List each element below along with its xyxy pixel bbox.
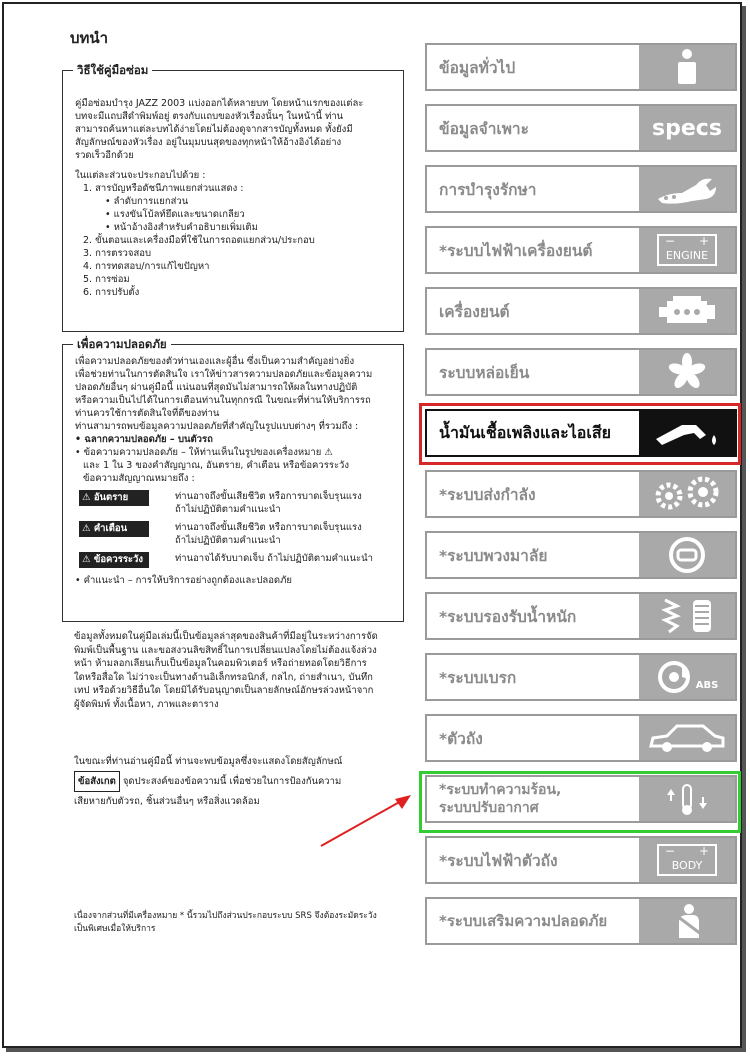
list-item: • ลำดับการแยกส่วน [105, 196, 189, 207]
list-item: • หน้าอ้างอิงสำหรับคำอธิบายเพิ่มเติม [105, 222, 258, 233]
red-arrow-icon [315, 790, 415, 852]
text-line: ถ้าไม่ปฏิบัติตามคำแนะนำ [175, 504, 281, 515]
how-to-use-heading: วิธีใช้คู่มือซ่อม [73, 62, 152, 78]
tab-cooling[interactable] [425, 348, 737, 396]
list-item: 6. การปรับตั้ง [83, 287, 140, 298]
disclaimer [74, 630, 414, 711]
warning-row-warning [79, 521, 395, 547]
list-item: • แรงขันโบ้ลท์ยึดและขนาดเกลียว [105, 209, 245, 220]
tab-label: *ตัวถัง [439, 729, 483, 748]
list-item: • ฉลากความปลอดภัย – บนตัวรถ [75, 434, 213, 445]
tab-body-electrical[interactable] [425, 836, 737, 884]
tab-engine[interactable] [425, 287, 737, 335]
text-line: และ 1 ใน 3 ของคำสัญญาณ, อันตราย, คำเตือน หรือข้อควรระวัง [83, 460, 350, 471]
note-intro: ในขณะที่ท่านอ่านคู่มือนี้ ท่านจะพบข้อมูลซึ่งจะแสดงโดยสัญลักษณ์ [74, 756, 343, 767]
warning-row-caution [79, 552, 395, 568]
text-line: พิมพ์เป็นพื้นฐาน และขอสงวนลิขสิทธิ์ในการเปลี่ยนแปลงโดยไม่ต้องแจ้งล่วง [74, 644, 377, 656]
tab-label: *ระบบไฟฟ้าเครื่องยนต์ [439, 241, 593, 260]
text-line: ท่านอาจถึงขั้นเสียชีวิต หรือการบาดเจ็บรุนแรง [175, 491, 362, 502]
text-line: หน้า ห้ามลอกเลียนเก็บเป็นข้อมูลในคอมพิวเตอร์ หรือถ่ายทอดโดยวิธีการ [74, 658, 367, 669]
tab-suspension[interactable] [425, 592, 737, 640]
engine-icon [639, 289, 735, 333]
text-line: ท่านควรใช้การตัดสินใจที่ดีของท่าน [75, 408, 220, 419]
text-line: รวดเร็วอีกด้วย [75, 150, 134, 161]
text-line: บทจะมีแถบสีดำพิมพ์อยู่ ตรงกับแถบของหัวเรื่องนั้นๆ ในหน้านี้ ท่าน [75, 111, 344, 122]
fan-icon [639, 350, 735, 394]
tab-specs[interactable] [425, 104, 737, 152]
tab-engine-electrical[interactable] [425, 226, 737, 274]
tab-maintenance[interactable] [425, 165, 737, 213]
text-line: ในแต่ละส่วนจะประกอบไปด้วย : [75, 170, 206, 181]
tab-transmission[interactable] [425, 470, 737, 518]
text-line: เป็นพิเศษเมื่อให้บริการ [74, 924, 156, 934]
text-line: หรือความเป็นไปได้ในการเตือนท่านในทุกกรณี ในขณะที่ท่านให้บริการรถ [75, 395, 371, 406]
car-body-icon [639, 716, 735, 760]
tab-label: *ระบบเสริมความปลอดภัย [439, 912, 608, 930]
suspension-icon [639, 594, 735, 638]
warning-label: ⚠ คำเตือน [79, 521, 149, 537]
wrench-icon [639, 167, 735, 211]
text-line: ถ้าไม่ปฏิบัติตามคำแนะนำ [175, 535, 281, 546]
footnote [74, 910, 414, 936]
tab-general-info[interactable] [425, 43, 737, 91]
tab-label: *ระบบส่งกำลัง [439, 485, 536, 504]
text-line: ท่านอาจได้รับบาดเจ็บ ถ้าไม่ปฏิบัติตามคำแนะนำ [175, 553, 373, 564]
tab-label-line: *ระบบทำความร้อน, [439, 782, 562, 798]
text-line: เนื่องจากส่วนที่มีเครื่องหมาย * นี้รวมไปถึงส่วนประกอบระบบ SRS จึงต้องระมัดระวัง [74, 911, 377, 921]
text-line: ข้อมูลทั้งหมดในคู่มือเล่มนี้เป็นข้อมูลล่าสุดของสินค้าที่มีอยู่ในระหว่างการจัด [74, 631, 378, 642]
text-line: สัญลักษณ์ของหัวเรื่อง อยู่ในมุมบนสุดของทุกหน้าให้อ้างอิงได้อย่าง [75, 137, 342, 148]
safety-box [62, 337, 404, 622]
tab-label: *ระบบไฟฟ้าตัวถัง [439, 851, 558, 870]
text-line: เพื่อความปลอดภัยของตัวท่านเองและผู้อื่น ซึ่งเป็นความสำคัญอย่างยิ่ง [75, 356, 355, 367]
tab-brakes[interactable] [425, 653, 737, 701]
steering-wheel-icon [639, 533, 735, 577]
text-line: คู่มือซ่อมบำรุง JAZZ 2003 แบ่งออกได้หลายบท โดยหน้าแรกของแต่ละ [75, 98, 364, 109]
text-line: ปลอดภัยอื่นๆ ผ่านคู่มือนี้ แน่นอนที่สุดมันไม่สามารถให้ผลในทางปฏิบัติ [75, 382, 358, 393]
tab-label: ข้อมูลทั่วไป [439, 58, 516, 77]
text-line: เทป หรือด้วยวิธีอื่นใด โดยมิได้รับอนุญาตเป็นลายลักษณ์อักษรล่วงหน้าจาก [74, 685, 374, 696]
tab-body[interactable] [425, 714, 737, 762]
tab-label-line: ระบบปรับอากาศ [439, 800, 539, 816]
list-item: 5. การซ่อม [83, 274, 130, 285]
caution-label: ⚠ ข้อควรระวัง [79, 552, 149, 568]
highlight-green-box [419, 771, 741, 833]
tab-label: น้ำมันเชื้อเพลิงและไอเสีย [439, 422, 611, 442]
text-line: ท่านอาจถึงขั้นเสียชีวิต หรือการบาดเจ็บรุนแรง [175, 522, 362, 533]
list-item: • คำแนะนำ – การให้บริการอย่างถูกต้องและปลอดภัย [75, 575, 292, 586]
list-item: • ข้อความความปลอดภัย – ให้ท่านเห็นในรูปของเครื่องหมาย ⚠ [75, 447, 333, 458]
battery-engine-icon: − + ENGINE [639, 228, 735, 272]
text-line: ข้อความสัญญาณหมายถึง : [83, 473, 195, 484]
text-line: ใดหรือสื่อใด ไม่ว่าจะเป็นทางด้านอิเล็กทรอนิกส์, กลไก, ถ่ายสำเนา, บันทึก [74, 671, 373, 683]
list-item: 1. สารบัญหรือดัชนีภาพแยกส่วนแสดง : [83, 183, 244, 194]
text-line: ผู้จัดพิมพ์ ทั้งเนื้อหา, ภาพและตาราง [74, 698, 219, 710]
info-icon [639, 45, 735, 89]
tab-label: ระบบหล่อเย็น [439, 363, 530, 382]
list-item: 3. การตรวจสอบ [83, 248, 151, 259]
safety-heading: เพื่อความปลอดภัย [73, 336, 171, 352]
brake-abs-icon: ABS [639, 655, 735, 699]
warning-row-danger [79, 490, 395, 516]
tab-label: *ระบบเบรก [439, 668, 517, 687]
text-line: สามารถค้นหาแต่ละบทได้ง่ายโดยไม่ต้องดูจากสารบัญทั้งหมด ทั้งยังมี [75, 124, 353, 135]
note-line: เสียหายกับตัวรถ, ชิ้นส่วนอื่นๆ หรือสิ่งแวดล้อม [74, 796, 260, 807]
page-title: บทนำ [70, 29, 109, 47]
danger-label: ⚠ อันตราย [79, 490, 149, 506]
seatbelt-icon [639, 899, 735, 943]
tab-label: เครื่องยนต์ [439, 302, 510, 321]
battery-body-icon: − + BODY [639, 838, 735, 882]
text-line: ท่านสามารถพบข้อมูลความปลอดภัยที่สำคัญในรูปแบบต่างๆ ที่รวมถึง : [75, 421, 359, 432]
list-item: 2. ขั้นตอนและเครื่องมือที่ใช้ในการถอดแยกส่วน/ประกอบ [83, 235, 315, 246]
tab-label: ข้อมูลจำเพาะ [439, 119, 529, 138]
note-label: ข้อสังเกต [74, 771, 120, 792]
how-to-use-box [62, 63, 404, 332]
highlight-red-box [419, 403, 741, 465]
tab-label: *ระบบรองรับน้ำหนัก [439, 607, 577, 626]
note-line: จุดประสงค์ของข้อความนี้ เพื่อช่วยในการป้องกันความ [122, 776, 342, 787]
tab-label: การบำรุงรักษา [439, 180, 537, 199]
specs-icon: specs [639, 106, 735, 150]
tab-steering[interactable] [425, 531, 737, 579]
gears-icon [639, 472, 735, 516]
list-item: 4. การทดสอบ/การแก้ไขปัญหา [83, 261, 210, 272]
text-line: เพื่อช่วยท่านในการตัดสินใจ เราให้ข่าวสารความปลอดภัยและข้อมูลความ [75, 369, 373, 380]
tab-supplemental-restraint[interactable] [425, 897, 737, 945]
tab-label: *ระบบพวงมาลัย [439, 546, 548, 565]
